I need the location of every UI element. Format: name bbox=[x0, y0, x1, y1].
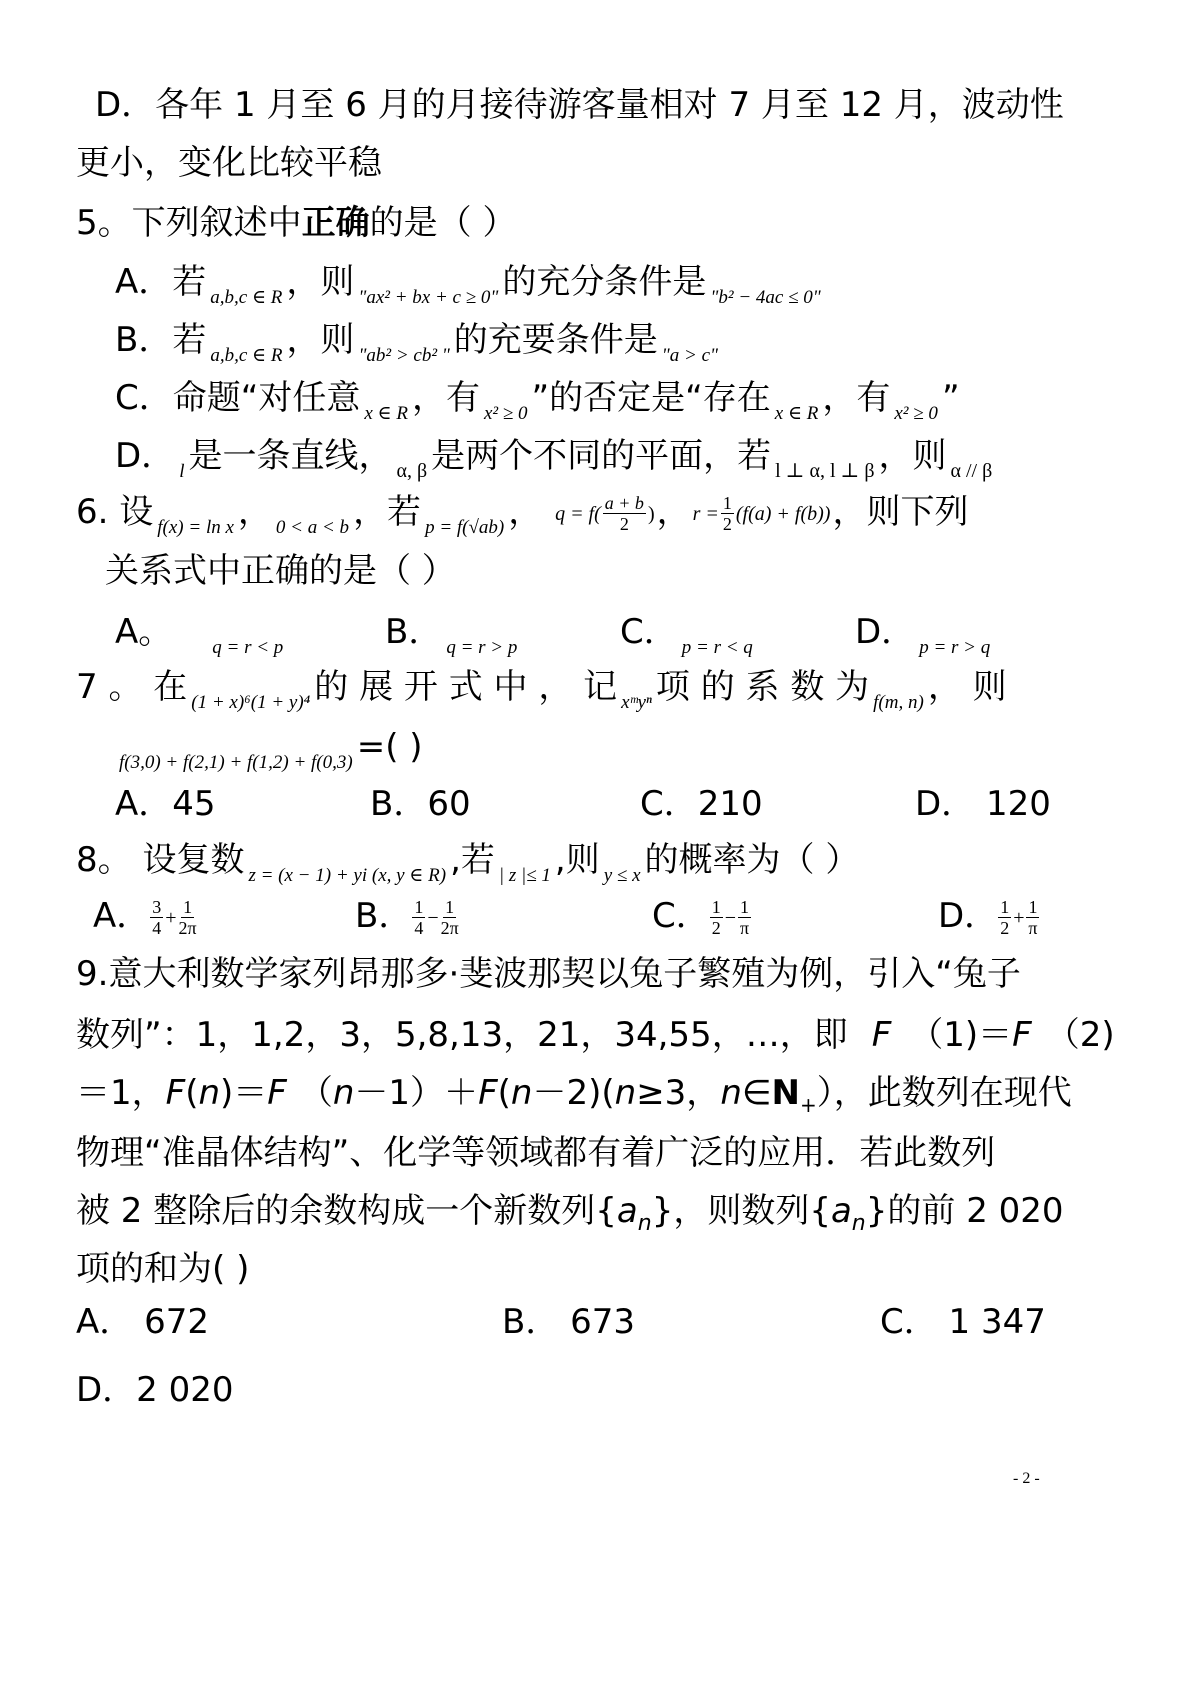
q6-q-pre: q = f( bbox=[555, 502, 601, 525]
q5-d-pre: D． bbox=[115, 436, 176, 476]
q5-d-mid3: ，则 bbox=[878, 436, 947, 476]
q8-b-d2: 2π bbox=[440, 918, 459, 938]
q9-l5-an1: a bbox=[616, 1191, 638, 1231]
q8-c-label: C． bbox=[652, 896, 710, 936]
q8-a-label: A． bbox=[93, 896, 151, 936]
q9-option-a: A． 672 bbox=[76, 1302, 209, 1342]
q6-math-q bbox=[553, 493, 657, 534]
q6-sep2: ， bbox=[508, 492, 543, 532]
q9-l5-a: 被 2 整除后的余数构成一个新数列{ bbox=[76, 1191, 617, 1231]
q7-line2-end: =( ) bbox=[356, 727, 423, 767]
q9-l5-c: }的前 2 020 bbox=[865, 1191, 1064, 1231]
q6-c-label: C． bbox=[620, 612, 678, 652]
q9-l3-F2: F bbox=[267, 1073, 287, 1113]
q4-option-d-line2: 更小，变化比较平稳 bbox=[76, 143, 382, 183]
q5-c-math1: x ∈ R bbox=[364, 403, 408, 424]
q6-math-r bbox=[691, 493, 833, 534]
q9-line3 bbox=[76, 1073, 1072, 1125]
q8-b-frac1 bbox=[412, 897, 425, 938]
q8-c-frac1 bbox=[710, 897, 723, 938]
q6-a-label: A。 bbox=[115, 612, 173, 652]
q6-option-d bbox=[855, 612, 994, 668]
q5-d-mid: 是一条直线， bbox=[188, 436, 393, 476]
q9-l3-c: )＝ bbox=[220, 1073, 268, 1113]
q6-stem bbox=[76, 492, 968, 548]
q5-b-math3: "a > c" bbox=[661, 345, 719, 366]
q5-stem-pre: 5。下列叙述中 bbox=[76, 203, 302, 243]
q6-option-b bbox=[385, 612, 521, 668]
q8-option-b bbox=[355, 896, 459, 938]
q8-math-modulus: | z |≤ 1 bbox=[498, 865, 551, 886]
q8-math-z: z = (x − 1) + yi (x, y ∈ R) bbox=[248, 865, 447, 886]
q6-q-post: ) bbox=[647, 502, 655, 525]
q9-l3-F3: F bbox=[478, 1073, 498, 1113]
q8-a-n2: 1 bbox=[183, 897, 193, 917]
q9-l3-h: －2)( bbox=[532, 1073, 615, 1113]
q7-pre: 7 。 在 bbox=[76, 667, 188, 707]
q9-l5-sub1: n bbox=[637, 1210, 652, 1236]
q8-d-frac2 bbox=[1026, 897, 1039, 938]
q8-c-d1: 2 bbox=[711, 918, 721, 938]
q9-l3-N: N bbox=[771, 1073, 800, 1113]
q9-l3-k: ），此数列在现代 bbox=[816, 1073, 1072, 1113]
q5-c-end: ” bbox=[941, 378, 960, 418]
q6-option-a bbox=[115, 612, 287, 668]
q7-option-b: B．60 bbox=[370, 784, 471, 824]
q5-a-math2: "ax² + bx + c ≥ 0" bbox=[358, 287, 499, 308]
q5-c-math4: x² ≥ 0 bbox=[894, 403, 938, 424]
q8-d-label: D． bbox=[938, 896, 999, 936]
q5-d-math4: α // β bbox=[950, 460, 993, 482]
q9-l3-b: ( bbox=[185, 1073, 199, 1113]
q8-mid: ,若 bbox=[450, 840, 495, 880]
q6-q-frac bbox=[603, 493, 646, 534]
q8-d-math bbox=[998, 897, 1039, 938]
q8-a-d2: 2π bbox=[178, 918, 197, 938]
q8-b-n2: 1 bbox=[445, 897, 455, 917]
q9-l5-sub2: n bbox=[851, 1210, 866, 1236]
q9-l3-j: ∈ bbox=[741, 1073, 772, 1113]
q9-l3-a: ＝1， bbox=[76, 1073, 166, 1113]
q9-l3-i: ≥3， bbox=[636, 1073, 721, 1113]
q5-stem-post: 的是（ ） bbox=[369, 203, 517, 243]
q8-b-math bbox=[412, 897, 458, 938]
q9-l3-g: ( bbox=[497, 1073, 511, 1113]
q6-c-math: p = r < q bbox=[681, 637, 753, 658]
q6-comma: ， bbox=[656, 492, 691, 532]
q8-d-op: + bbox=[1013, 906, 1025, 929]
q9-l3-F1: F bbox=[165, 1073, 186, 1113]
q6-r-num: 1 bbox=[722, 493, 732, 513]
q7-math-fmn: f(m, n) bbox=[873, 692, 924, 713]
q5-option-a bbox=[115, 262, 825, 318]
q5-b-math2: "ab² > cb² " bbox=[358, 345, 450, 366]
q6-r-den: 2 bbox=[722, 514, 732, 534]
q5-a-math1: a,b,c ∈ R bbox=[210, 287, 283, 308]
q5-a-pre: A．若 bbox=[115, 262, 207, 302]
q8-a-d1: 4 bbox=[152, 918, 162, 938]
q6-q-num: a + b bbox=[604, 493, 644, 513]
q5-stem-bold: 正确 bbox=[301, 203, 370, 243]
q7-math-expansion: (1 + x)⁶(1 + y)⁴ bbox=[191, 692, 311, 713]
q5-c-mid3: ，有 bbox=[822, 378, 891, 418]
q9-line1: 9.意大利数学家列昂那多·斐波那契以兔子繁殖为例，引入“兔子 bbox=[76, 954, 1021, 994]
q8-option-c bbox=[652, 896, 751, 938]
q8-d-d2: π bbox=[1028, 918, 1038, 938]
q6-r-post: (f(a) + f(b)) bbox=[735, 502, 831, 525]
q7-option-a: A．45 bbox=[115, 784, 216, 824]
q6-math-f: f(x) = ln x bbox=[157, 517, 234, 538]
q5-c-mid: ，有 bbox=[411, 378, 480, 418]
q6-math-ab: 0 < a < b bbox=[275, 517, 350, 538]
q8-c-frac2 bbox=[738, 897, 751, 938]
q8-a-frac2 bbox=[179, 897, 197, 938]
q5-a-math3: "b² − 4ac ≤ 0" bbox=[710, 287, 821, 308]
q9-l3-n5: n bbox=[720, 1073, 742, 1113]
q6-q-den: 2 bbox=[619, 514, 629, 534]
q9-l3-n1: n bbox=[198, 1073, 221, 1113]
q9-l3-n3: n bbox=[510, 1073, 533, 1113]
q8-c-op: − bbox=[724, 906, 737, 929]
q4-option-d-line1: D．各年 1 月至 6 月的月接待游客量相对 7 月至 12 月，波动性 bbox=[95, 85, 1064, 125]
q9-l3-n2: n bbox=[332, 1073, 355, 1113]
q8-b-n1: 1 bbox=[414, 897, 424, 917]
q6-b-label: B． bbox=[385, 612, 443, 652]
page-number: - 2 - bbox=[1013, 1470, 1040, 1487]
q8-d-n2: 1 bbox=[1028, 897, 1038, 917]
q8-d-n1: 1 bbox=[1000, 897, 1010, 917]
q9-option-c: C． 1 347 bbox=[880, 1302, 1046, 1342]
q8-d-d1: 2 bbox=[1000, 918, 1010, 938]
q8-option-a bbox=[93, 896, 197, 938]
q6-sep1: ， bbox=[237, 492, 272, 532]
q9-line2-b: （1)＝ bbox=[909, 1015, 1013, 1055]
q5-a-mid2: 的充分条件是 bbox=[502, 262, 707, 302]
q7-math-term: xᵐyⁿ bbox=[621, 692, 652, 713]
q6-pre: 6. 设 bbox=[76, 492, 154, 532]
q9-line2 bbox=[76, 1015, 1115, 1055]
q7-option-c: C．210 bbox=[640, 784, 763, 824]
q9-option-b: B． 673 bbox=[502, 1302, 636, 1342]
q8-end: 的概率为（ ） bbox=[644, 840, 860, 880]
q8-c-n1: 1 bbox=[711, 897, 721, 917]
q9-line6: 项的和为( ) bbox=[76, 1249, 250, 1289]
q5-option-d bbox=[115, 436, 996, 492]
q5-option-b bbox=[115, 320, 722, 376]
q8-option-d bbox=[938, 896, 1039, 938]
q6-d-label: D． bbox=[855, 612, 916, 652]
q8-pre: 8。 设复数 bbox=[76, 840, 245, 880]
q9-l5-an2: a bbox=[830, 1191, 852, 1231]
q5-d-mid2: 是两个不同的平面，若 bbox=[431, 436, 772, 476]
q9-option-d: D．2 020 bbox=[76, 1370, 234, 1410]
q7-mid2: 项 的 系 数 为 bbox=[655, 667, 870, 707]
q9-l3-plus: + bbox=[799, 1092, 817, 1117]
q9-l5-b: }，则数列{ bbox=[651, 1191, 831, 1231]
q8-b-frac2 bbox=[441, 897, 459, 938]
q9-l3-d: （ bbox=[298, 1073, 333, 1113]
q7-stem bbox=[76, 667, 1007, 723]
q8-a-math bbox=[150, 897, 196, 938]
q8-c-d2: π bbox=[739, 918, 750, 938]
q6-end: ，则下列 bbox=[832, 492, 969, 532]
q5-c-math2: x² ≥ 0 bbox=[483, 403, 528, 424]
q8-stem bbox=[76, 840, 859, 896]
q5-b-mid: ，则 bbox=[286, 320, 355, 360]
q8-d-frac1 bbox=[998, 897, 1011, 938]
q6-d-math: p = r > q bbox=[919, 637, 991, 658]
q6-line2: 关系式中正确的是（ ） bbox=[105, 551, 456, 591]
q5-d-math3: l ⊥ α, l ⊥ β bbox=[775, 460, 875, 482]
q8-a-n1: 3 bbox=[152, 897, 162, 917]
q8-math-yx: y ≤ x bbox=[603, 865, 641, 886]
q5-c-mid2: ”的否定是“存在 bbox=[531, 378, 771, 418]
q9-l3-e: －1）＋ bbox=[354, 1073, 479, 1113]
q6-r-pre: r = bbox=[692, 502, 719, 525]
q5-d-math1: l bbox=[179, 461, 185, 482]
q5-d-math2: α, β bbox=[396, 460, 428, 482]
q8-mid2: ,则 bbox=[554, 840, 600, 880]
q6-a-math: q = r < p bbox=[212, 637, 284, 658]
q7-math-sum: f(3,0) + f(2,1) + f(1,2) + f(0,3) bbox=[119, 752, 353, 773]
q9-line2-F2: F bbox=[1012, 1015, 1032, 1055]
q5-b-pre: B．若 bbox=[115, 320, 207, 360]
q7-option-d: D． 120 bbox=[915, 784, 1051, 824]
q8-c-math bbox=[710, 897, 751, 938]
q9-line5 bbox=[76, 1191, 1064, 1244]
q9-line2-c: （2) bbox=[1045, 1015, 1115, 1055]
q6-b-math: q = r > p bbox=[446, 637, 518, 658]
q5-b-math1: a,b,c ∈ R bbox=[210, 345, 283, 366]
q8-c-n2: 1 bbox=[740, 897, 750, 917]
q6-mid: ，若 bbox=[353, 492, 422, 532]
q6-option-c bbox=[620, 612, 757, 668]
q7-line2 bbox=[115, 727, 423, 783]
q8-a-frac1 bbox=[150, 897, 163, 938]
q9-line2-F1: F bbox=[871, 1015, 892, 1055]
q8-a-op: + bbox=[165, 906, 177, 929]
q5-option-c bbox=[115, 378, 960, 434]
q9-line4: 物理“准晶体结构”、化学等领域都有着广泛的应用．若此数列 bbox=[76, 1133, 996, 1173]
q7-mid: 的 展 开 式 中 ， 记 bbox=[314, 667, 618, 707]
q6-r-frac bbox=[721, 493, 734, 534]
q8-b-label: B． bbox=[355, 896, 413, 936]
q5-c-math3: x ∈ R bbox=[774, 403, 819, 424]
q5-b-mid2: 的充要条件是 bbox=[453, 320, 658, 360]
q5-a-mid: ，则 bbox=[286, 262, 355, 302]
q5-c-pre: C．命题“对任意 bbox=[115, 378, 361, 418]
q9-l3-n4: n bbox=[614, 1073, 637, 1113]
q8-b-d1: 4 bbox=[414, 918, 424, 938]
q9-line2-text: 数列”：1，1,2，3，5,8,13，21，34,55，…，即 bbox=[76, 1015, 848, 1055]
q6-math-p: p = f(√ab) bbox=[425, 517, 505, 538]
q8-b-op: − bbox=[427, 906, 439, 929]
q7-end: ， 则 bbox=[927, 667, 1007, 707]
q5-stem bbox=[76, 203, 516, 243]
